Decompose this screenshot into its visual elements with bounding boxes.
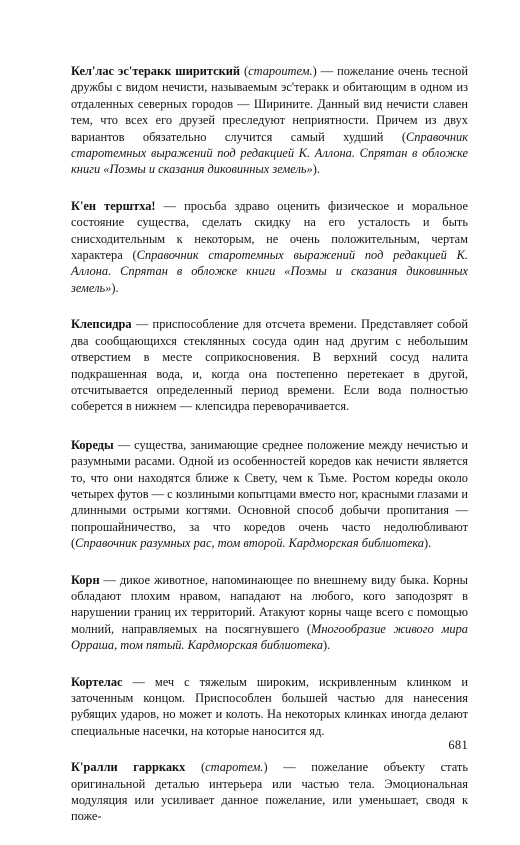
entry-text: — меч с тяжелым широким, искривленным клинком и заточенным концом. Приспособлен большей частью для нанесения рубящих ударов, но может и колоть. На некоторых клинках иногда делают специальные насечки, на которые наносится яд. <box>71 674 468 738</box>
entry-text: ) — пожелание объекту стать оригинальной деталью интерьера или частью тела. Эмоциональная модуляция или усиливает данное пожелание, или уменьшает, сводя к поже- <box>71 760 468 824</box>
entry-source: Справочник старотемных выражений под редакцией К. Аллона. Спрятан в обложке книги «Поэмы и сказания диковинных земель» <box>71 129 468 177</box>
entry-text: — дикое животное, напоминающее по внешнему виду быка. Корны обладают плохим нравом, нападают на любого, кого заподозрят в нарушении границ их территорий. Атакуют корны чаще всего с помощью молний, направляемых на посягнувшего ( <box>71 572 468 636</box>
entry-end: ). <box>111 280 119 295</box>
entry-source: Справочник старотемных выражений под редакцией К. Аллона. Спрятан в обложке книги «Поэмы и сказания диковинных земель» <box>71 248 468 295</box>
entry-term: К'ралли гарркакх <box>71 760 186 775</box>
glossary-entry <box>71 437 468 552</box>
entry-term: Клепсидра <box>71 317 132 332</box>
entry-end: ). <box>312 162 320 177</box>
entry-term: Кортелас <box>71 674 123 689</box>
entry-term: К'ен терштха! <box>71 198 156 213</box>
glossary-entry <box>71 198 468 296</box>
entry-text: ) — пожелание очень тесной дружбы с видом нечисти, называемым эс'теракк и обитающим в одном из отдаленных северных городов — Ширините. Данный вид нечисти славен тем, что всех его друзей преследуют неприятности. Причем из двух вариантов обязательно случится самый худший ( <box>71 64 468 144</box>
glossary-entry <box>71 674 468 740</box>
entry-paren: ( <box>185 760 206 775</box>
entry-tag: старотем. <box>205 760 264 775</box>
glossary-entry <box>71 63 468 178</box>
entry-end: ). <box>322 638 331 653</box>
entry-term: Кел'лас эс'теракк ширитский <box>71 64 241 78</box>
entry-term: Корн <box>71 572 100 587</box>
glossary-entry <box>71 759 468 825</box>
entry-end: ). <box>424 536 432 551</box>
entry-text: — существа, занимающие среднее положение между нечистью и разумными расами. Одной из особенностей коредов как нечисти является то, что они находятся ближе к Свету, чем к Тьме. Ростом кореды около четырех футов — с козлиными копытцами вместо ног, красными глазами и длинными острыми когтями. Основной способ добычи пропитания — попрошайничество, за что коредов очень часто недолюбливают ( <box>71 437 468 551</box>
entry-source: Справочник разумных рас, том второй. Кардморская библиотека <box>75 536 425 551</box>
glossary-entry <box>71 572 468 654</box>
page-number: 681 <box>448 738 468 752</box>
entry-text: — приспособление для отсчета времени. Представляет собой два сообщающихся стеклянных сосуда один над другим с небольшим отверстием в месте соприкосновения. В верхний сосуд налита подкрашенная вода, и, когда она постепенно перетекает в другой, отсчитывается определенный период времени. Если вода полностью соберется в нижнем — клепсидра переворачивается. <box>71 317 468 414</box>
entry-text: — просьба здраво оценить физическое и моральное состояние существа, сделать скидку на его усталость и быть снисходительным к некоторым, не очень положительным, чертам характера ( <box>71 198 469 263</box>
entry-paren: ( <box>240 64 249 78</box>
entry-source: Многообразие живого мира Орраша, том пятый. Кардморская библиотека <box>71 621 468 653</box>
glossary-entries <box>71 63 468 845</box>
glossary-entry <box>71 316 468 414</box>
entry-term: Кореды <box>71 437 114 452</box>
entry-tag: староитем. <box>248 64 313 78</box>
